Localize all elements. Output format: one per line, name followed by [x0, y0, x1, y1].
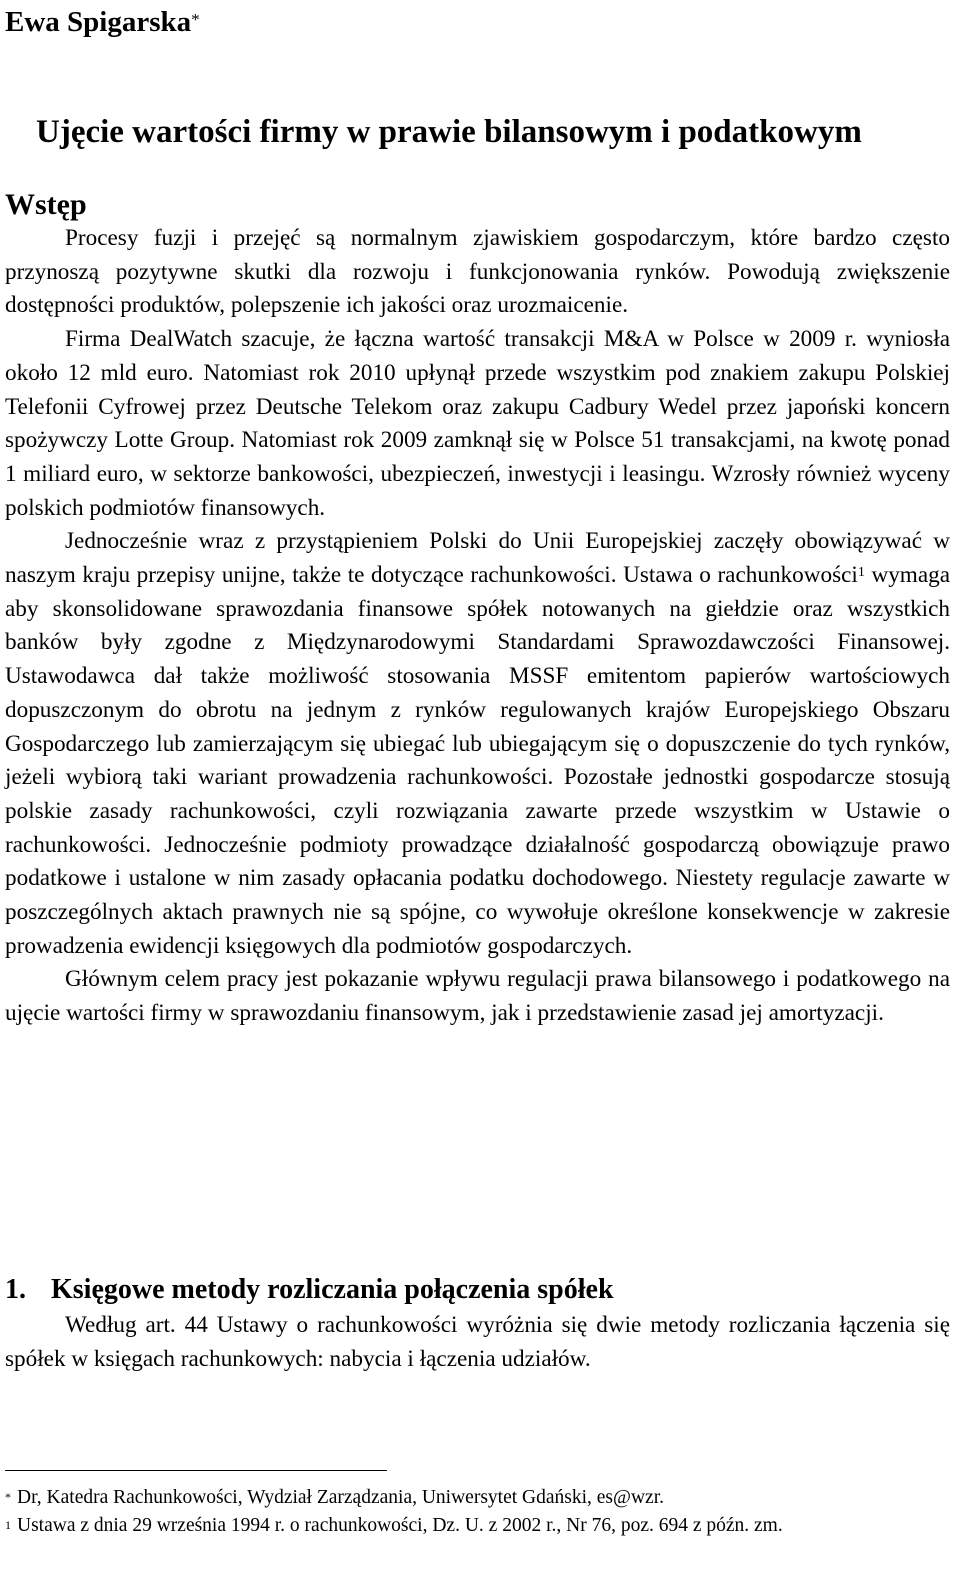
author-footnote-mark: * — [191, 10, 200, 29]
intro-paragraph-2: Firma DealWatch szacuje, że łączna wartość transakcji M&A w Polsce w 2009 r. wyniosła około 12 mld euro. Natomiast rok 2010 upłynął przede wszystkim pod znakiem zakupu Polskiej Telefonii Cyfrowej przez Deutsche Telekom oraz zakupu Cadbury Wedel przez japoński koncern spożywczy Lotte Group. Natomiast rok 2009 zamknął się w Polsce 51 transakcjami, na kwotę ponad 1 miliard euro, w sektorze bankowości, ubezpieczeń, inwestycji i leasingu. Wzrosły również wyceny polskich podmiotów finansowych. — [5, 326, 950, 521]
intro-paragraph-3-part-b: wymaga aby skonsolidowane sprawozdania finansowe spółek notowanych na giełdzie oraz wszystkich banków były zgodne z Międzynarodowymi Standardami Sprawozdawczości Finansowej. Ustawodawca dał także możliwość stosowania MSSF emitentom papierów wartościowych dopuszczonym do obrotu na jednym z rynków regulowanych krajów Europejskiego Obszaru Gospodarczego lub zamierzającym się ubiegać lub ubiegającym się o dopuszczenie do tych rynków, jeżeli wybiorą taki wariant prowadzenia rachunkowości. Pozostałe jednostki gospodarcze stosują polskie zasady rachunkowości, czyli rozwiązania zawarte przede wszystkim w Ustawie o rachunkowości. Jednocześnie podmioty prowadzące działalność gospodarczą obowiązuje prawo podatkowe i ustalone w nim zasady opłacania podatku dochodowego. Niestety regulacje zawarte w poszczególnych aktach prawnych nie są spójne, co wywołuje określone konsekwencje w zakresie prowadzenia ewidencji księgowych dla podmiotów gospodarczych. — [5, 562, 951, 959]
footnote-1 — [5, 1512, 950, 1540]
footnote-ref-1: 1 — [857, 565, 865, 581]
footnotes — [5, 1484, 950, 1540]
intro-paragraph-3 — [5, 525, 950, 963]
footnote-author-mark: * — [5, 1490, 11, 1504]
section-1-body — [5, 1309, 950, 1376]
section-1-title: Księgowe metody rozliczania połączenia spółek — [51, 1274, 614, 1305]
footnote-author-text: Dr, Katedra Rachunkowości, Wydział Zarządzania, Uniwersytet Gdański, es@wzr. — [17, 1487, 665, 1508]
paper-title: Ujęcie wartości firmy w prawie bilansowym i podatkowym — [36, 114, 862, 150]
footnote-1-text: Ustawa z dnia 29 września 1994 r. o rachunkowości, Dz. U. z 2002 r., Nr 76, poz. 694 z późn. zm. — [17, 1515, 783, 1536]
author-name — [5, 4, 200, 40]
section-1-heading — [5, 1271, 614, 1309]
footnote-divider — [5, 1470, 387, 1471]
footnote-1-mark: 1 — [5, 1518, 11, 1532]
intro-paragraph-1: Procesy fuzji i przejęć są normalnym zjawiskiem gospodarczym, które bardzo często przynoszą pozytywne skutki dla rozwoju i funkcjonowania rynków. Powodują zwiększenie dostępności produktów, polepszenie ich jakości oraz urozmaicenie. — [5, 225, 950, 319]
section-1-paragraph: Według art. 44 Ustawy o rachunkowości wyróżnia się dwie metody rozliczania łączenia się spółek w księgach rachunkowych: nabycia i łączenia udziałów. — [5, 1312, 950, 1372]
section-1-number: 1. — [5, 1274, 26, 1305]
intro-paragraph-3-part-a: Jednocześnie wraz z przystąpieniem Polski do Unii Europejskiej zaczęły obowiązywać w naszym kraju przepisy unijne, także te dotyczące rachunkowości. Ustawa o rachunkowości — [5, 528, 950, 589]
intro-heading: Wstęp — [5, 188, 87, 221]
intro-body — [5, 222, 950, 1031]
intro-paragraph-4: Głównym celem pracy jest pokazanie wpływu regulacji prawa bilansowego i podatkowego na ujęcie wartości firmy w sprawozdaniu finansowym, jak i przedstawienie zasad jej amortyzacji. — [5, 966, 950, 1027]
footnote-author — [5, 1484, 950, 1512]
author-name-text: Ewa Spigarska — [5, 6, 192, 38]
